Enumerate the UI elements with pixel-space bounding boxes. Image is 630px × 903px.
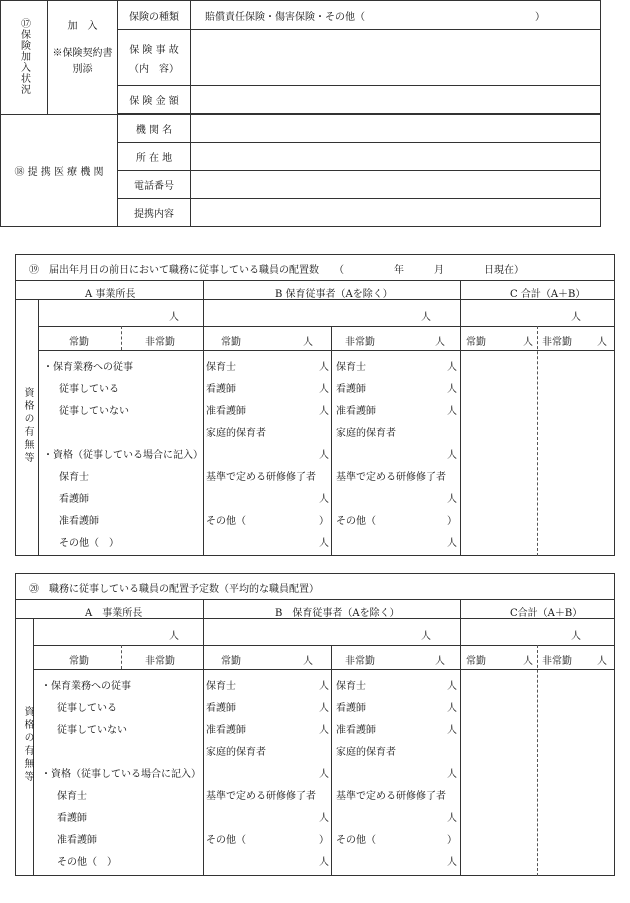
b-fulltime-item: 基準で定める研修修了者: [206, 791, 316, 802]
b-fulltime-item: 基準で定める研修修了者: [206, 472, 316, 483]
b-parttime-item: 看護師: [336, 703, 366, 714]
rule: [460, 599, 461, 876]
section-title: ⑲ 届出年月日の前日において職務に従事している職員の配置数 （ 年 月 日現在）: [29, 265, 524, 276]
rule: [38, 326, 615, 327]
a-item: その他（ ）: [57, 857, 117, 868]
b-fulltime-unit: 人: [303, 337, 313, 348]
insurance-amount-label: 保 険 金 額: [118, 86, 191, 114]
rule: [331, 326, 332, 556]
rule: [33, 669, 615, 670]
a-item: 従事していない: [59, 406, 129, 417]
rule: [331, 645, 332, 876]
b-parttime-unit: 人: [447, 681, 457, 692]
b-fulltime-unit: 人: [319, 769, 329, 780]
insurance-type-value[interactable]: 賠償責任保険・傷害保険・その他（ ）: [191, 1, 601, 30]
c-parttime-unit: 人: [597, 337, 607, 348]
b-parttime-item: 保育士: [336, 362, 366, 373]
b-parttime-unit: 人: [447, 857, 457, 868]
contract-note: ※保険契約書別添: [52, 48, 113, 75]
b-parttime-unit: 人: [447, 703, 457, 714]
col-a-header: A 事業所長: [85, 289, 136, 300]
a-item: ・保育業務への従事: [41, 681, 131, 692]
b-fulltime-unit: 人: [319, 725, 329, 736]
medical-label: ⑱ 提 携 医 療 機 関: [1, 115, 118, 227]
rule: [15, 599, 615, 600]
b-parttime-item: その他（: [336, 516, 376, 527]
a-item: 准看護師: [59, 516, 99, 527]
b-fulltime-paren: ）: [319, 835, 329, 846]
c-fulltime-label: 常勤: [466, 337, 486, 348]
b-parttime-unit: 人: [447, 725, 457, 736]
count-a-unit: 人: [169, 312, 179, 323]
b-parttime-unit: 人: [447, 384, 457, 395]
rule: [15, 280, 615, 281]
b-parttime-unit: 人: [447, 813, 457, 824]
b-parttime-label: 非常勤: [345, 337, 375, 348]
b-fulltime-item: 看護師: [206, 384, 236, 395]
b-fulltime-unit: 人: [319, 538, 329, 549]
insurance-enrolled-cell: [48, 1, 118, 115]
b-fulltime-unit: 人: [319, 703, 329, 714]
b-parttime-item: 准看護師: [336, 725, 376, 736]
insurance-medical-table: [0, 0, 601, 227]
b-fulltime-unit: 人: [319, 406, 329, 417]
a-item: 従事している: [59, 384, 119, 395]
c-fulltime-unit: 人: [523, 656, 533, 667]
a-item: 看護師: [59, 494, 89, 505]
b-fulltime-unit: 人: [319, 450, 329, 461]
rule: [203, 280, 204, 556]
b-fulltime-label: 常勤: [221, 337, 241, 348]
b-fulltime-item: 家庭的保育者: [206, 747, 266, 758]
b-fulltime-unit: 人: [319, 857, 329, 868]
b-parttime-item: 基準で定める研修修了者: [336, 472, 446, 483]
b-fulltime-label: 常勤: [221, 656, 241, 667]
count-c-unit: 人: [571, 312, 581, 323]
count-a-unit: 人: [169, 631, 179, 642]
b-parttime-unit: 人: [435, 337, 445, 348]
medical-content-field[interactable]: [191, 199, 601, 227]
medical-address-field[interactable]: [191, 143, 601, 171]
count-c-unit: 人: [571, 631, 581, 642]
a-item: 従事している: [57, 703, 117, 714]
b-fulltime-item: 准看護師: [206, 725, 246, 736]
b-parttime-unit: 人: [435, 656, 445, 667]
medical-phone-field[interactable]: [191, 171, 601, 199]
rule: [537, 645, 538, 876]
count-b-unit: 人: [421, 631, 431, 642]
a-item: 看護師: [57, 813, 87, 824]
b-parttime-paren: ）: [447, 835, 457, 846]
b-parttime-label: 非常勤: [345, 656, 375, 667]
b-parttime-unit: 人: [447, 538, 457, 549]
b-parttime-item: 保育士: [336, 681, 366, 692]
c-parttime-label: 非常勤: [542, 656, 572, 667]
a-item: 保育士: [57, 791, 87, 802]
col-a-header: A 事業所長: [85, 608, 143, 619]
c-fulltime-unit: 人: [523, 337, 533, 348]
b-parttime-unit: 人: [447, 362, 457, 373]
col-c-header: C合計（A＋B）: [510, 608, 583, 619]
insurance-accident-field[interactable]: [191, 30, 601, 86]
b-fulltime-unit: 人: [303, 656, 313, 667]
b-fulltime-item: その他（: [206, 835, 246, 846]
rule: [38, 350, 615, 351]
a-parttime-label: 非常勤: [145, 337, 175, 348]
b-fulltime-unit: 人: [319, 813, 329, 824]
a-item: 従事していない: [57, 725, 127, 736]
b-parttime-item: 家庭的保育者: [336, 428, 396, 439]
b-parttime-unit: 人: [447, 769, 457, 780]
medical-name-field[interactable]: [191, 115, 601, 143]
a-item: その他（ ）: [59, 538, 119, 549]
b-fulltime-unit: 人: [319, 362, 329, 373]
rule: [121, 645, 122, 669]
medical-row-content: 提携内容: [118, 199, 191, 227]
b-parttime-item: 准看護師: [336, 406, 376, 417]
b-parttime-unit: 人: [447, 406, 457, 417]
count-b-unit: 人: [421, 312, 431, 323]
a-fulltime-label: 常勤: [69, 656, 89, 667]
insurance-type-label: 保険の種類: [118, 1, 191, 30]
staff-current-section: [15, 254, 615, 556]
b-fulltime-item: 看護師: [206, 703, 236, 714]
b-parttime-item: 基準で定める研修修了者: [336, 791, 446, 802]
medical-row-name: 機 関 名: [118, 115, 191, 143]
insurance-accident-label: 保 険 事 故 （内 容）: [118, 30, 191, 86]
b-fulltime-item: 准看護師: [206, 406, 246, 417]
a-item: ・資格（従事している場合に記入）: [43, 450, 203, 461]
col-b-header: B 保育従事者（Aを除く）: [275, 289, 393, 300]
b-fulltime-unit: 人: [319, 681, 329, 692]
qualification-side-label: 資格の有無等: [22, 387, 33, 465]
col-c-header: C 合計（A＋B）: [510, 289, 586, 300]
b-fulltime-item: 保育士: [206, 362, 236, 373]
rule: [38, 299, 39, 556]
insurance-section-label: ⑰保険加入状況: [1, 1, 48, 115]
col-b-header: B 保育従事者（Aを除く）: [275, 608, 400, 619]
a-item: 保育士: [59, 472, 89, 483]
qualification-side-label: 資格の有無等: [22, 706, 33, 784]
b-fulltime-unit: 人: [319, 384, 329, 395]
a-parttime-label: 非常勤: [145, 656, 175, 667]
b-fulltime-item: その他（: [206, 516, 246, 527]
b-parttime-item: 看護師: [336, 384, 366, 395]
a-item: 准看護師: [57, 835, 97, 846]
c-parttime-unit: 人: [597, 656, 607, 667]
medical-row-address: 所 在 地: [118, 143, 191, 171]
b-fulltime-unit: 人: [319, 494, 329, 505]
medical-row-phone: 電話番号: [118, 171, 191, 199]
staff-planned-section: [15, 573, 615, 876]
b-parttime-item: その他（: [336, 835, 376, 846]
b-parttime-unit: 人: [447, 494, 457, 505]
section-title: ⑳ 職務に従事している職員の配置予定数（平均的な職員配置）: [29, 584, 319, 595]
b-parttime-paren: ）: [447, 516, 457, 527]
b-fulltime-paren: ）: [319, 516, 329, 527]
b-fulltime-item: 家庭的保育者: [206, 428, 266, 439]
a-item: ・資格（従事している場合に記入）: [41, 769, 201, 780]
enrolled-label: 加 入: [67, 21, 98, 32]
rule: [537, 326, 538, 556]
b-parttime-item: 家庭的保育者: [336, 747, 396, 758]
c-fulltime-label: 常勤: [466, 656, 486, 667]
b-parttime-unit: 人: [447, 450, 457, 461]
b-fulltime-item: 保育士: [206, 681, 236, 692]
rule: [203, 599, 204, 876]
rule: [460, 280, 461, 556]
a-fulltime-label: 常勤: [69, 337, 89, 348]
c-parttime-label: 非常勤: [542, 337, 572, 348]
a-item: ・保育業務への従事: [43, 362, 133, 373]
rule: [121, 326, 122, 350]
insurance-amount-field[interactable]: [191, 86, 601, 114]
